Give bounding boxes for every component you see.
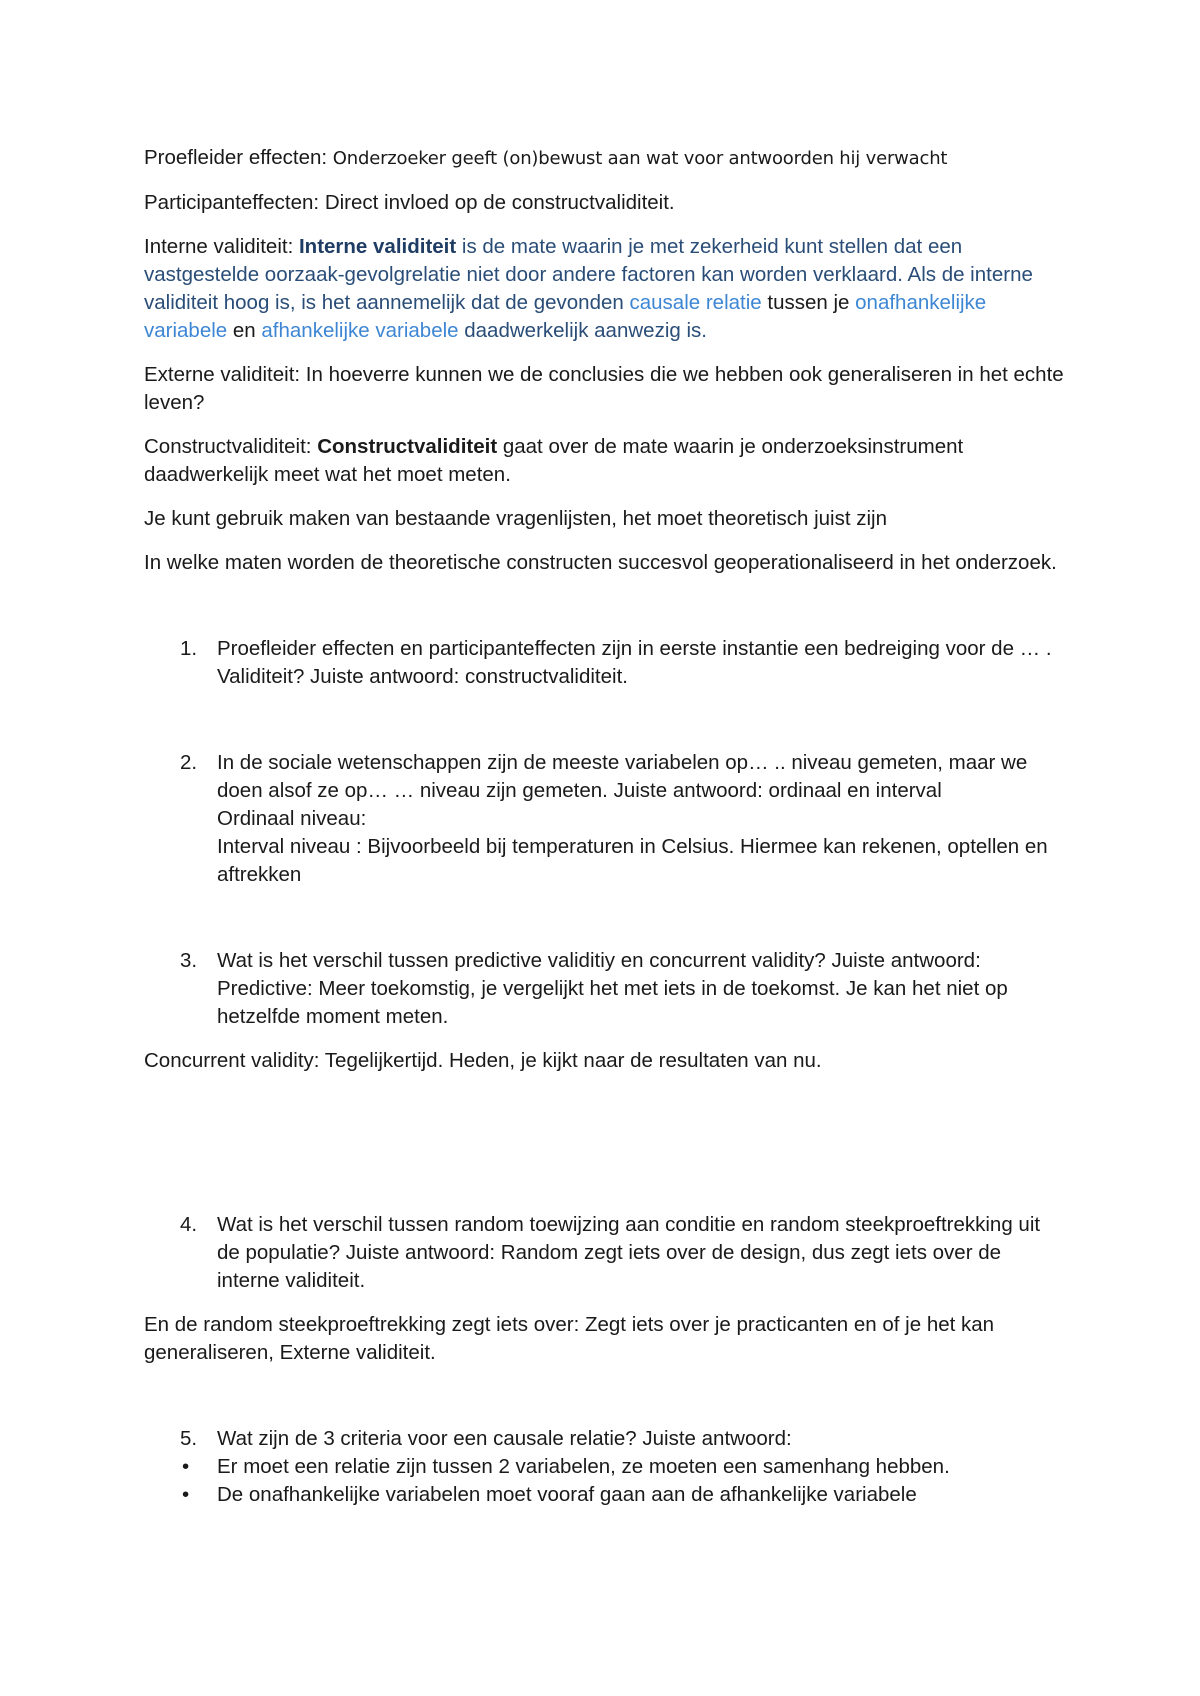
- bullet-text-volgorde: De onafhankelijke variabelen moet vooraf gaan aan de afhankelijke variabele: [217, 1483, 917, 1506]
- interne-text-4: daadwerkelijk aanwezig is.: [458, 319, 707, 342]
- interne-bold-term: Interne validiteit: [298, 235, 457, 258]
- construct-bold-term: Constructvaliditeit: [317, 435, 498, 458]
- question-2-interval: Interval niveau : Bijvoorbeeld bij temperaturen in Celsius. Hiermee kan rekenen, optellen en aftrekken: [217, 835, 1048, 886]
- bullet-dot-icon: •: [182, 1483, 190, 1506]
- document-page: [144, 144, 1064, 1509]
- paragraph-constructvaliditeit: [144, 433, 1064, 489]
- question-5: [144, 1425, 1064, 1453]
- interne-text-1: is de mate waarin je met zekerheid kunt stellen dat een vastgestelde oorzaak-gevolgrelatie niet door andere factoren kan worden verklaard. Als de interne validiteit hoog is, is het aannemelijk dat de gevonden: [144, 235, 1033, 314]
- interne-label: Interne validiteit:: [144, 235, 299, 258]
- link-afhankelijke-variabele[interactable]: afhankelijke variabele: [261, 319, 459, 342]
- construct-label: Constructvaliditeit:: [144, 435, 318, 458]
- question-3: [144, 947, 1064, 1031]
- question-1: [144, 635, 1064, 691]
- bullet-dot-icon: •: [182, 1455, 190, 1478]
- paragraph-proefleider-effecten: [144, 144, 1064, 173]
- question-4-text: Wat is het verschil tussen random toewijzing aan conditie en random steekproeftrekking uit de populatie? Juiste antwoord: Random zegt iets over de design, dus zegt iets over de interne validiteit.: [217, 1213, 1041, 1292]
- paragraph-interne-validiteit: [144, 233, 1064, 345]
- link-causale-relatie[interactable]: causale relatie: [629, 291, 762, 314]
- question-1-text: Proefleider effecten en participanteffecten zijn in eerste instantie een bedreiging voor de … . Validiteit? Juiste antwoord: constructvaliditeit.: [217, 637, 1052, 688]
- question-2-text: In de sociale wetenschappen zijn de meeste variabelen op… .. niveau gemeten, maar we doen alsof ze op… … niveau zijn gemeten. Juiste antwoord: ordinaal en interval: [217, 751, 1028, 802]
- question-1-number: 1.: [180, 637, 198, 660]
- paragraph-concurrent-validity: Concurrent validity: Tegelijkertijd. Heden, je kijkt naar de resultaten van nu.: [144, 1049, 822, 1072]
- question-3-number: 3.: [180, 949, 198, 972]
- question-4: [144, 1211, 1064, 1295]
- bullet-text-relatie: Er moet een relatie zijn tussen 2 variabelen, ze moeten een samenhang hebben.: [217, 1455, 950, 1478]
- question-4-number: 4.: [180, 1213, 198, 1236]
- link-onafhankelijke-variabele[interactable]: onafhankelijke variabele: [144, 291, 987, 342]
- question-2-ordinaal: Ordinaal niveau:: [217, 807, 367, 830]
- question-5-text: Wat zijn de 3 criteria voor een causale relatie? Juiste antwoord:: [217, 1427, 792, 1450]
- question-5-number: 5.: [180, 1427, 198, 1450]
- paragraph-externe-validiteit: Externe validiteit: In hoeverre kunnen we de conclusies die we hebben ook generaliseren in het echte leven?: [144, 363, 1064, 414]
- question-2-number: 2.: [180, 751, 198, 774]
- proefleider-text: Onderzoeker geeft (on)bewust aan wat voor antwoorden hij verwacht: [332, 148, 948, 169]
- construct-text: gaat over de mate waarin je onderzoeksinstrument daadwerkelijk meet wat het moet meten.: [144, 435, 964, 486]
- paragraph-participanteffecten: Participanteffecten: Direct invloed op de constructvaliditeit.: [144, 191, 675, 214]
- question-2: [144, 749, 1064, 889]
- bullet-item-volgorde: [144, 1481, 1064, 1509]
- question-3-text: Wat is het verschil tussen predictive validitiy en concurrent validity? Juiste antwoord: Predictive: Meer toekomstig, je vergelijkt het met iets in de toekomst. Je kan het niet op hetzelfde moment meten.: [217, 949, 1008, 1028]
- interne-text-2: tussen je: [761, 291, 856, 314]
- proefleider-label: Proefleider effecten:: [144, 146, 333, 169]
- paragraph-vragenlijsten: Je kunt gebruik maken van bestaande vragenlijsten, het moet theoretisch juist zijn: [144, 507, 887, 530]
- paragraph-theoretische-constructen: In welke maten worden de theoretische constructen succesvol geoperationaliseerd in het onderzoek.: [144, 551, 1057, 574]
- paragraph-random-steekproef: En de random steekproeftrekking zegt iets over: Zegt iets over je practicanten en of je het kan generaliseren, Externe validiteit.: [144, 1313, 995, 1364]
- interne-text-3: en: [227, 319, 262, 342]
- bullet-item-relatie: [144, 1453, 1064, 1481]
